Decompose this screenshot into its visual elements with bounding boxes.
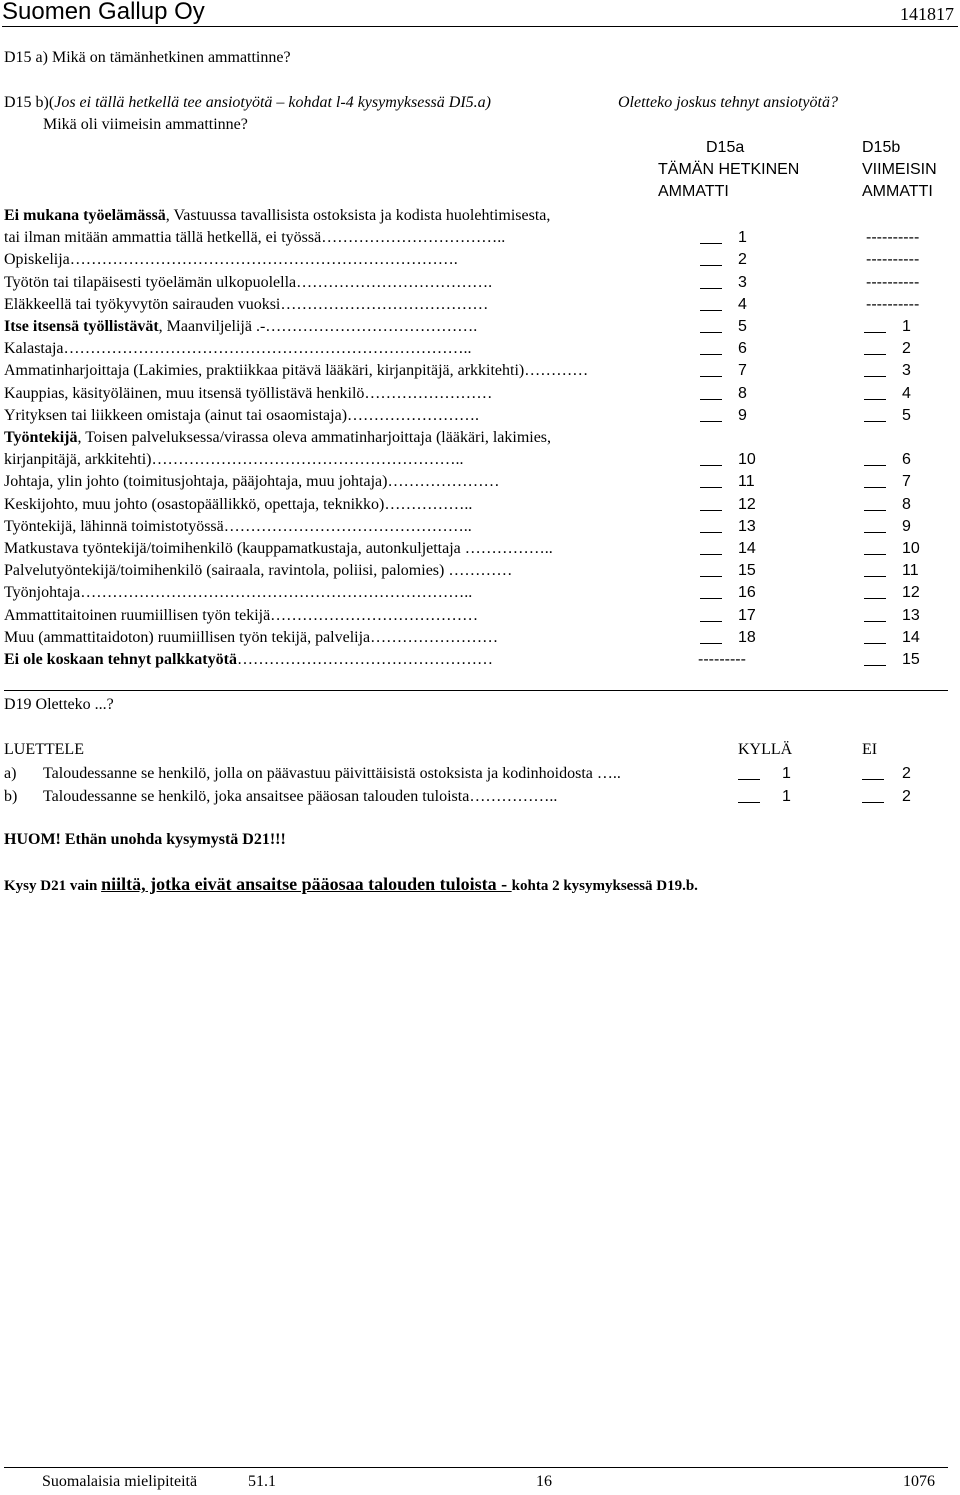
code-b: 12 [902, 584, 920, 602]
answer-line-b[interactable] [864, 510, 886, 511]
occupation-text: Työntekijä, lähinnä toimistotyössä……………………………………….. [4, 517, 472, 535]
occupation-text: Työnjohtaja……………………………………………………………….. [4, 584, 473, 602]
code-a: 9 [738, 406, 747, 424]
d19-item-a-text: Taloudessanne se henkilö, jolla on päävastuu päivittäisistä ostoksista ja kodinhoidosta ….. [43, 765, 621, 782]
no-header: EI [862, 741, 878, 758]
occupation-label [4, 272, 492, 294]
occupation-row [4, 272, 948, 294]
answer-line-a[interactable] [700, 310, 722, 311]
occupation-text: Johtaja, ylin johto (toimitusjohtaja, pääjohtaja, muu johtaja)………………… [4, 473, 500, 491]
answer-line-a[interactable] [700, 532, 722, 533]
occupation-text: Muu (ammattitaidoton) ruumiillisen työn tekijä, palvelija…………………… [4, 628, 499, 646]
code-b: 14 [902, 628, 920, 646]
answer-line-b[interactable] [864, 532, 886, 533]
yes-header: KYLLÄ [738, 741, 793, 758]
answer-line-a[interactable] [700, 598, 722, 599]
note-d21 [4, 874, 698, 895]
occupation-text: Kalastaja………………………………………………………………….. [4, 340, 472, 358]
code-a: 14 [738, 540, 756, 557]
occupation-label [4, 249, 458, 271]
code-a: 17 [738, 606, 756, 624]
answer-line-a[interactable] [700, 487, 722, 488]
occupation-text: Opiskelija………………………………………………………………. [4, 251, 458, 269]
occupation-group-title: Ei mukana työelämässä [4, 207, 166, 224]
occupation-text: , Vastuussa tavallisista ostoksista ja kodista huolehtimisesta, [165, 207, 551, 224]
answer-line-a[interactable] [700, 554, 722, 555]
d19-item-a-yes-code: 1 [782, 765, 791, 782]
code-a: 15 [738, 562, 756, 580]
d19-item-b [4, 786, 948, 808]
occupation-label [4, 494, 472, 516]
occupation-row [4, 338, 948, 360]
d19-item-a-yes-line[interactable] [738, 779, 760, 780]
answer-line-a[interactable] [700, 421, 722, 422]
occupation-label [4, 649, 493, 671]
answer-line-a[interactable] [700, 621, 722, 622]
list-label: LUETTELE [4, 741, 84, 758]
code-b: 4 [902, 384, 911, 402]
answer-line-b[interactable] [864, 332, 886, 333]
code-b: 9 [902, 517, 911, 535]
header-divider [2, 26, 958, 27]
occupation-label [4, 538, 553, 560]
occupation-label [4, 605, 478, 627]
occupation-label [4, 360, 588, 382]
code-a-dashes: --------- [698, 651, 746, 668]
footer-page: 16 [536, 1473, 552, 1490]
answer-line-b[interactable] [864, 598, 886, 599]
code-a: 13 [738, 517, 756, 535]
question-d19: D19 Oletteko ...? [4, 696, 114, 713]
answer-line-a[interactable] [700, 399, 722, 400]
note-d21-underlined: niiltä, jotka eivät ansaitse pääosaa talouden tuloista - [101, 874, 512, 894]
code-a: 16 [738, 584, 756, 602]
code-a: 4 [738, 295, 747, 313]
code-a: 12 [738, 495, 756, 513]
code-b: 2 [902, 340, 911, 358]
answer-line-a[interactable] [700, 265, 722, 266]
answer-line-b[interactable] [864, 576, 886, 577]
d19-item-a-no-code: 2 [902, 765, 911, 782]
section-divider [4, 690, 948, 691]
code-b: 3 [902, 362, 911, 380]
note-d21-pre: Kysy D21 vain [4, 878, 102, 894]
occupation-label [4, 427, 551, 449]
answer-line-b[interactable] [864, 399, 886, 400]
question-d15b-prefix: D15 b)( [4, 94, 55, 111]
answer-line-b[interactable] [864, 487, 886, 488]
occupation-label [4, 294, 488, 316]
code-a: 8 [738, 384, 747, 402]
occupation-text: Keskijohto, muu johto (osastopäällikkö, opettaja, teknikko)…………….. [4, 495, 473, 513]
occupation-label [4, 471, 499, 493]
code-b: 15 [902, 651, 920, 668]
code-b-dashes: ---------- [866, 273, 920, 291]
occupation-text: tai ilman mitään ammattia tällä hetkellä, ei työssä…………………………….. [4, 229, 506, 247]
answer-line-a[interactable] [700, 332, 722, 333]
d19-item-a-no-line[interactable] [862, 779, 884, 780]
occupation-text: ………………………………………… [236, 651, 493, 668]
answer-line-a[interactable] [700, 288, 722, 289]
answer-line-a[interactable] [700, 376, 722, 377]
col-b-line1: VIIMEISIN [862, 161, 937, 178]
code-a: 3 [738, 273, 747, 291]
occupation-row [4, 560, 948, 582]
answer-line-a[interactable] [700, 243, 722, 244]
occupation-row [4, 427, 948, 449]
code-b: 5 [902, 406, 911, 424]
occupation-label [4, 627, 498, 649]
answer-line-a[interactable] [700, 576, 722, 577]
occupation-row [4, 627, 948, 649]
d19-item-b-no-line[interactable] [862, 802, 884, 803]
code-b: 7 [902, 473, 911, 491]
occupation-label [4, 316, 477, 338]
occupation-text: Yrityksen tai liikkeen omistaja (ainut tai osaomistaja)……………………. [4, 406, 480, 424]
occupation-label [4, 338, 472, 360]
code-b: 11 [902, 562, 919, 580]
occupation-text: , Toisen palveluksessa/virassa oleva ammatinharjoittaja (lääkäri, lakimies, [77, 429, 552, 446]
code-b: 10 [902, 540, 920, 557]
col-b-line2: AMMATTI [862, 183, 933, 200]
col-a-code: D15a [706, 139, 745, 156]
answer-line-b[interactable] [864, 354, 886, 355]
code-a: 1 [738, 229, 747, 247]
question-d15b-instruction: Jos ei tällä hetkellä tee ansiotyötä – kohdat l-4 kysymyksessä DI5.a) [54, 94, 491, 111]
occupation-label [4, 383, 492, 405]
d19-item-a [4, 763, 948, 785]
occupation-text: Palvelutyöntekijä/toimihenkilö (sairaala, ravintola, poliisi, palomies) ………… [4, 562, 513, 580]
question-d15b-italic2: Oletteko joskus tehnyt ansiotyötä? [618, 94, 838, 111]
col-b-code: D15b [862, 139, 901, 156]
d19-item-b-yes-line[interactable] [738, 802, 760, 803]
d19-item-b-letter: b) [4, 788, 18, 805]
occupation-text: Eläkkeellä tai työkyvytön sairauden vuoksi………………………………… [4, 295, 489, 313]
occupation-row [4, 649, 948, 671]
occupation-row [4, 227, 948, 249]
question-d15b-line2: Mikä oli viimeisin ammattinne? [43, 116, 248, 133]
occupation-text: Ammatinharjoittaja (Lakimies, praktiikkaa pitävä lääkäri, kirjanpitäjä, arkkitehti)………… [4, 362, 589, 380]
occupation-group-title: Itse itsensä työllistävät [4, 318, 159, 335]
occupation-row [4, 494, 948, 516]
occupation-row [4, 383, 948, 405]
occupation-row [4, 249, 948, 271]
code-a: 10 [738, 451, 756, 469]
answer-line-a[interactable] [700, 643, 722, 644]
header-code: 141817 [900, 4, 954, 24]
occupation-label [4, 227, 505, 249]
occupation-text: , Maanviljelijä .-…………………………………. [158, 318, 478, 335]
question-d15b [4, 94, 491, 112]
occupation-row [4, 294, 948, 316]
occupation-text: kirjanpitäjä, arkkitehti)………………………………………………….. [4, 451, 464, 469]
question-d15a: D15 a) Mikä on tämänhetkinen ammattinne? [4, 49, 291, 66]
answer-line-b[interactable] [864, 643, 886, 644]
answer-line-b[interactable] [864, 554, 886, 555]
occupation-row [4, 205, 948, 227]
footer-number: 51.1 [248, 1473, 276, 1490]
answer-line-b[interactable] [864, 665, 886, 666]
code-a: 18 [738, 628, 756, 646]
occupation-group-title: Työntekijä [4, 429, 78, 446]
code-b: 1 [902, 318, 911, 335]
code-a: 7 [738, 362, 747, 380]
occupation-label [4, 516, 472, 538]
code-b-dashes: ---------- [866, 229, 920, 247]
col-a-line2: AMMATTI [658, 183, 729, 200]
answer-line-b[interactable] [864, 465, 886, 466]
occupation-text: Matkustava työntekijä/toimihenkilö (kauppamatkustaja, autonkuljettaja …………….. [4, 540, 553, 557]
code-b-dashes: ---------- [866, 295, 920, 313]
footer-title: Suomalaisia mielipiteitä [42, 1473, 198, 1490]
occupation-row [4, 360, 948, 382]
occupation-row [4, 471, 948, 493]
occupation-label [4, 405, 479, 427]
d19-item-a-letter: a) [4, 765, 17, 782]
occupation-row [4, 405, 948, 427]
code-b-dashes: ---------- [866, 251, 920, 269]
col-a-line1: TÄMÄN HETKINEN [658, 161, 800, 178]
header-title: Suomen Gallup Oy [2, 0, 205, 25]
code-b: 6 [902, 451, 911, 469]
code-b: 8 [902, 495, 911, 513]
answer-line-a[interactable] [700, 465, 722, 466]
footer-divider [4, 1467, 948, 1468]
occupation-label [4, 205, 550, 227]
occupation-label [4, 449, 464, 471]
note-d21-post: kohta 2 kysymyksessä D19.b. [511, 878, 698, 894]
occupation-text: Ammattitaitoinen ruumiillisen työn tekijä………………………………… [4, 606, 479, 624]
occupation-row [4, 516, 948, 538]
answer-line-b[interactable] [864, 421, 886, 422]
answer-line-a[interactable] [700, 510, 722, 511]
occupation-label [4, 582, 472, 604]
answer-line-b[interactable] [864, 621, 886, 622]
occupation-row [4, 449, 948, 471]
d19-item-b-text: Taloudessanne se henkilö, joka ansaitsee pääosan talouden tuloista…………….. [43, 788, 558, 805]
note-huom: HUOM! Ethän unohda kysymystä D21!!! [4, 831, 286, 848]
occupation-row [4, 538, 948, 560]
code-a: 11 [738, 473, 755, 491]
d19-item-b-yes-code: 1 [782, 788, 791, 805]
footer-code: 1076 [903, 1473, 935, 1490]
code-a: 6 [738, 340, 747, 358]
code-b: 13 [902, 606, 920, 624]
code-a: 2 [738, 251, 747, 269]
occupation-row [4, 605, 948, 627]
occupation-text: Työtön tai tilapäisesti työelämän ulkopuolella………………………………. [4, 273, 493, 291]
code-a: 5 [738, 318, 747, 335]
d19-item-b-no-code: 2 [902, 788, 911, 805]
answer-line-a[interactable] [700, 354, 722, 355]
occupation-group-title: Ei ole koskaan tehnyt palkkatyötä [4, 651, 237, 668]
occupation-label [4, 560, 512, 582]
occupation-text: Kauppias, käsityöläinen, muu itsensä työllistävä henkilö…………………… [4, 384, 493, 402]
occupation-row [4, 316, 948, 338]
answer-line-b[interactable] [864, 376, 886, 377]
occupation-row [4, 582, 948, 604]
